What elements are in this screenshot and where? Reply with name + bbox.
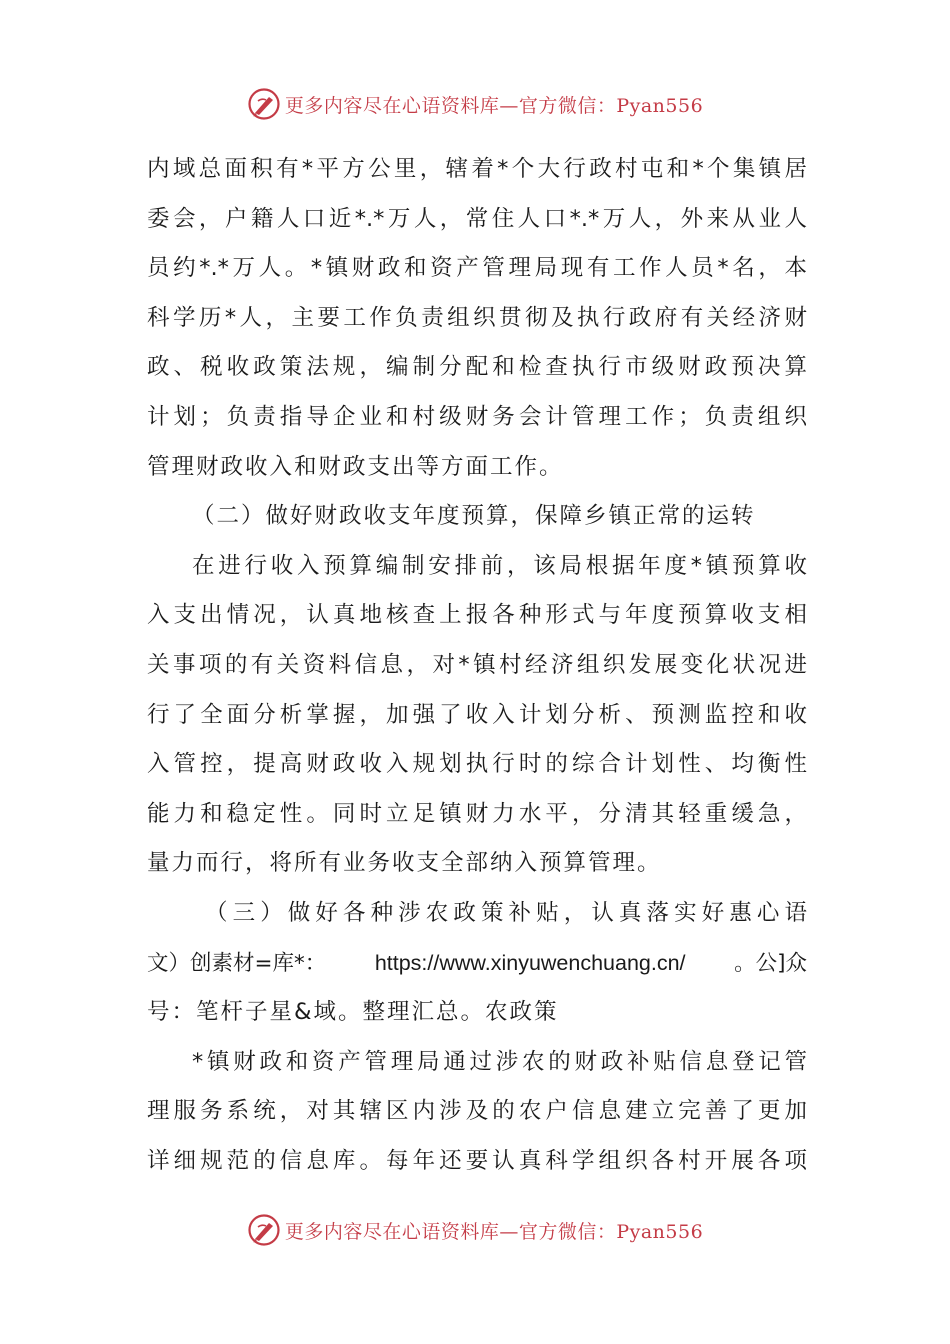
paragraph-line: 入支出情况，认真地核查上报各种形式与年度预算收支相 xyxy=(147,602,807,629)
paragraph-line: 内域总面积有*平方公里，辖着*个大行政村屯和*个集镇居 xyxy=(147,156,807,182)
document-body xyxy=(147,145,807,1186)
paragraph-line: 员约*.*万人。*镇财政和资产管理局现有工作人员*名，本 xyxy=(147,255,807,282)
paragraph-line: 关事项的有关资料信息，对*镇村经济组织发展变化状况进 xyxy=(147,651,807,678)
pen-logo-icon xyxy=(247,87,281,121)
header-watermark xyxy=(0,84,950,124)
section-heading: （三）做好各种涉农政策补贴，认真落实好惠心语 xyxy=(205,899,807,926)
paragraph-line: 理服务系统，对其辖区内涉及的农户信息建立完善了更加 xyxy=(147,1098,807,1125)
paragraph-line: 管理财政收入和财政支出等方面工作。 xyxy=(147,453,564,480)
paragraph-line: 详细规范的信息库。每年还要认真科学组织各村开展各项 xyxy=(147,1147,807,1174)
paragraph-line: 政、税收政策法规，编制分配和检查执行市级财政预决算 xyxy=(147,354,807,381)
section-heading: （二）做好财政收支年度预算，保障乡镇正常的运转 xyxy=(192,503,756,530)
paragraph-line-with-url xyxy=(147,939,807,989)
paragraph-line: *镇财政和资产管理局通过涉农的财政补贴信息登记管 xyxy=(192,1048,807,1075)
paragraph-line: 计划；负责指导企业和村级财务会计管理工作；负责组织 xyxy=(147,403,807,430)
paragraph-line: 入管控，提高财政收入规划执行时的综合计划性、均衡性 xyxy=(147,751,807,778)
text-segment: 文）创素材=库*： xyxy=(147,950,327,976)
paragraph-line: 在进行收入预算编制安排前，该局根据年度*镇预算收 xyxy=(192,552,807,579)
footer-watermark xyxy=(0,1210,950,1250)
pen-logo-icon xyxy=(247,1213,281,1247)
paragraph-line: 科学历*人，主要工作负责组织贯彻及执行政府有关经济财 xyxy=(147,304,807,331)
paragraph-line: 行了全面分析掌握，加强了收入计划分析、预测监控和收 xyxy=(147,701,807,728)
text-segment: 。公]众 xyxy=(734,950,807,976)
header-watermark-text: 更多内容尽在心语资料库—官方微信：Pyan556 xyxy=(284,94,704,117)
paragraph-line: 量力而行，将所有业务收支全部纳入预算管理。 xyxy=(147,850,662,877)
paragraph-line: 号：笔杆子星&域。整理汇总。农政策 xyxy=(147,999,559,1026)
website-url-link[interactable]: https://www.xinyuwenchuang.cn/ xyxy=(374,950,686,975)
paragraph-line: 委会，户籍人口近*.*万人，常住人口*.*万人，外来从业人 xyxy=(147,205,807,232)
paragraph-line: 能力和稳定性。同时立足镇财力水平，分清其轻重缓急， xyxy=(147,800,807,827)
footer-watermark-text: 更多内容尽在心语资料库—官方微信：Pyan556 xyxy=(284,1220,704,1243)
